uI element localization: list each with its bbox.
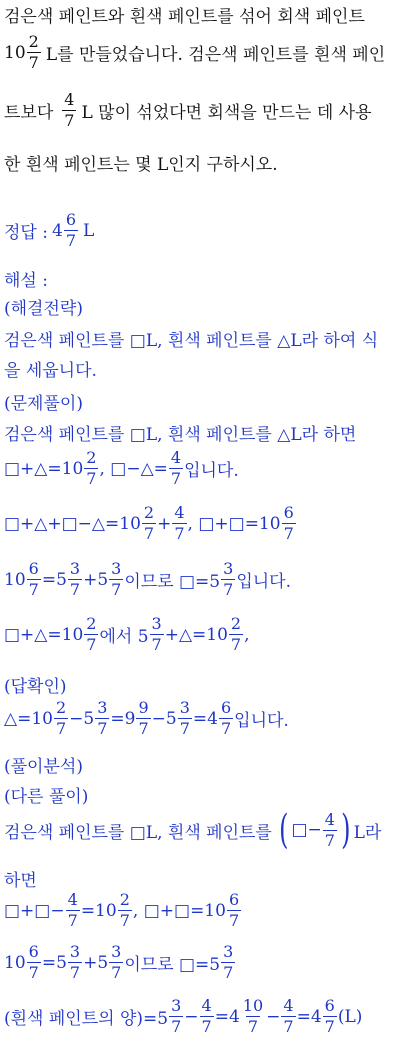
fraction bbox=[136, 700, 150, 737]
denominator: 7 bbox=[171, 1017, 182, 1036]
equation-2 bbox=[4, 505, 297, 542]
equation-4 bbox=[4, 616, 250, 653]
numerator: 6 bbox=[228, 890, 240, 909]
numerator: 3 bbox=[69, 559, 81, 578]
denominator: 7 bbox=[143, 524, 155, 543]
math-text: +△=10 bbox=[164, 624, 228, 645]
math-text: □+△=10 bbox=[4, 624, 84, 645]
denominator: 7 bbox=[170, 469, 182, 488]
numerator: 2 bbox=[230, 614, 242, 633]
solution-line-1 bbox=[4, 420, 356, 445]
fraction bbox=[27, 944, 41, 981]
check-header bbox=[4, 672, 67, 697]
math-text: 입니다. bbox=[234, 711, 289, 731]
math-text: △=10 bbox=[4, 708, 53, 729]
denominator: 7 bbox=[119, 911, 130, 930]
numerator: 4 bbox=[201, 996, 212, 1015]
fraction bbox=[109, 561, 123, 598]
fraction bbox=[84, 616, 98, 653]
math-text: □+□− bbox=[4, 900, 65, 921]
denominator: 7 bbox=[67, 911, 78, 930]
denominator: 7 bbox=[86, 635, 97, 654]
fraction bbox=[142, 505, 156, 542]
math-text: L라 bbox=[353, 822, 382, 843]
math-text: □+△+□−△=10 bbox=[4, 513, 141, 534]
math-text: 검은색 페인트를 □L, 흰색 페인트를 △L라 하면 bbox=[4, 425, 357, 445]
denominator: 7 bbox=[223, 963, 234, 982]
numerator: 3 bbox=[223, 942, 234, 961]
explanation-label bbox=[4, 266, 48, 291]
problem-text: L 많이 섞었다면 회색을 만드는 데 사용 bbox=[81, 103, 372, 123]
equation-7 bbox=[4, 944, 236, 981]
numerator: 3 bbox=[223, 559, 234, 578]
fraction bbox=[172, 505, 186, 542]
math-text: =4 bbox=[296, 1006, 322, 1027]
denominator: 7 bbox=[283, 524, 294, 543]
numerator: 6 bbox=[324, 996, 335, 1015]
denominator: 7 bbox=[230, 635, 242, 654]
math-text: =9 bbox=[110, 708, 136, 729]
denominator: 7 bbox=[138, 719, 149, 738]
numerator: 2 bbox=[86, 448, 97, 467]
alt-line-2 bbox=[4, 866, 37, 891]
numerator: 4 bbox=[324, 809, 335, 829]
denominator: 7 bbox=[64, 111, 75, 130]
denominator: 7 bbox=[69, 963, 81, 982]
problem-text: 검은색 페인트와 흰색 페인트를 섞어 회색 페인트 bbox=[4, 7, 365, 27]
fraction bbox=[200, 998, 214, 1035]
problem-line-2 bbox=[4, 34, 385, 71]
fraction bbox=[221, 944, 235, 981]
equation-3 bbox=[4, 561, 291, 598]
answer-unit: L bbox=[83, 220, 95, 241]
fraction bbox=[169, 450, 183, 487]
denominator: 7 bbox=[111, 580, 122, 599]
fraction bbox=[62, 92, 76, 129]
numerator: 6 bbox=[28, 942, 39, 961]
problem-line-3 bbox=[4, 92, 372, 129]
strategy-line-1 bbox=[4, 326, 378, 351]
denominator: 7 bbox=[55, 719, 67, 738]
numerator: 4 bbox=[67, 890, 78, 909]
problem-line-1 bbox=[4, 2, 365, 27]
math-text: 입니다. bbox=[236, 572, 291, 592]
math-text: , □+□=10 bbox=[187, 513, 281, 534]
fraction bbox=[241, 998, 265, 1035]
numerator: 2 bbox=[143, 503, 155, 522]
solution-header bbox=[4, 389, 83, 414]
problem-text: 트보다 bbox=[4, 103, 54, 123]
answer-fraction bbox=[64, 212, 78, 249]
equation-8 bbox=[4, 998, 362, 1035]
alt-header bbox=[4, 782, 88, 807]
answer-line bbox=[4, 212, 94, 249]
fraction bbox=[323, 998, 337, 1035]
math-text: , □−△= bbox=[99, 458, 168, 479]
whole-number: 10 bbox=[4, 42, 26, 63]
denominator: 7 bbox=[201, 1017, 212, 1036]
fraction bbox=[68, 944, 82, 981]
alt-line-1 bbox=[4, 807, 382, 853]
math-text: +5 bbox=[83, 569, 109, 590]
denominator: 7 bbox=[28, 53, 39, 72]
problem-text: 한 흰색 페인트는 몇 L인지 구하시오. bbox=[4, 155, 278, 175]
fraction bbox=[109, 944, 123, 981]
math-text: +5 bbox=[83, 952, 109, 973]
denominator: 7 bbox=[220, 719, 232, 738]
numerator: 4 bbox=[170, 448, 182, 467]
equation-5 bbox=[4, 700, 289, 737]
math-text: 검은색 페인트를 □L, 흰색 페인트를 △L라 하여 식 bbox=[4, 331, 379, 351]
denominator: 7 bbox=[283, 1017, 294, 1036]
math-text: 에서 5 bbox=[99, 627, 149, 647]
fraction bbox=[169, 998, 183, 1035]
math-text: (풀이분석) bbox=[4, 757, 83, 777]
fraction bbox=[66, 892, 80, 929]
denominator: 7 bbox=[174, 524, 185, 543]
math-text: 하면 bbox=[4, 871, 37, 891]
denominator: 7 bbox=[324, 1017, 335, 1036]
math-text: =4 bbox=[192, 708, 218, 729]
math-text: −5 bbox=[151, 708, 177, 729]
numerator: 3 bbox=[111, 942, 122, 961]
math-text: (다른 풀이) bbox=[4, 787, 89, 807]
numerator: 10 bbox=[242, 996, 264, 1015]
analysis-header bbox=[4, 752, 83, 777]
math-text: 이므로 □=5 bbox=[124, 955, 221, 975]
math-text: (흰색 페인트의 양)=5 bbox=[4, 1009, 169, 1029]
math-text: =10 bbox=[80, 900, 117, 921]
math-text: =5 bbox=[41, 569, 67, 590]
fraction bbox=[68, 561, 82, 598]
fraction bbox=[219, 700, 233, 737]
math-text: 10 bbox=[4, 952, 26, 973]
math-text: 해설 : bbox=[4, 271, 48, 291]
denominator: 7 bbox=[65, 231, 76, 250]
fraction bbox=[54, 700, 68, 737]
equation-1 bbox=[4, 450, 239, 487]
math-text: − bbox=[184, 1006, 199, 1027]
math-text: =4 bbox=[214, 1006, 240, 1027]
strategy-line-2 bbox=[4, 356, 97, 381]
numerator: 2 bbox=[28, 32, 39, 51]
denominator: 7 bbox=[151, 635, 162, 654]
denominator: 7 bbox=[86, 469, 97, 488]
math-text: , □+□=10 bbox=[132, 900, 226, 921]
math-text: (L) bbox=[337, 1006, 363, 1027]
fraction bbox=[118, 892, 132, 929]
math-text: (답확인) bbox=[4, 677, 67, 697]
equation-6 bbox=[4, 892, 242, 929]
math-text: 을 세웁니다. bbox=[4, 361, 97, 381]
denominator: 7 bbox=[247, 1017, 259, 1036]
numerator: 3 bbox=[179, 698, 190, 717]
denominator: 7 bbox=[223, 580, 234, 599]
numerator: 3 bbox=[151, 614, 162, 633]
problem-text: L를 만들었습니다. 검은색 페인트를 흰색 페인 bbox=[45, 45, 386, 65]
denominator: 7 bbox=[28, 963, 39, 982]
answer-whole: 4 bbox=[51, 220, 63, 241]
fraction bbox=[281, 998, 295, 1035]
math-text: (해결전략) bbox=[4, 299, 83, 319]
denominator: 7 bbox=[179, 719, 190, 738]
math-text: − bbox=[266, 1006, 281, 1027]
numerator: 9 bbox=[138, 698, 149, 717]
fraction bbox=[221, 561, 235, 598]
fraction bbox=[84, 450, 98, 487]
math-text: □+△=10 bbox=[4, 458, 84, 479]
math-text: =5 bbox=[41, 952, 67, 973]
numerator: 3 bbox=[97, 698, 108, 717]
math-text: 입니다. bbox=[184, 461, 239, 481]
fraction bbox=[229, 616, 243, 653]
fraction bbox=[95, 700, 109, 737]
fraction bbox=[27, 34, 41, 71]
numerator: 2 bbox=[86, 614, 97, 633]
denominator: 7 bbox=[69, 580, 81, 599]
math-text: + bbox=[157, 513, 172, 534]
fraction bbox=[227, 892, 241, 929]
numerator: 4 bbox=[174, 503, 185, 522]
denominator: 7 bbox=[28, 580, 39, 599]
denominator: 7 bbox=[228, 911, 240, 930]
denominator: 7 bbox=[111, 963, 122, 982]
numerator: 6 bbox=[28, 559, 39, 578]
fraction bbox=[150, 616, 164, 653]
problem-line-4 bbox=[4, 150, 278, 175]
math-text: (문제풀이) bbox=[4, 394, 83, 414]
numerator: 4 bbox=[283, 996, 294, 1015]
numerator: 2 bbox=[55, 698, 67, 717]
numerator: 3 bbox=[171, 996, 182, 1015]
fraction bbox=[27, 561, 41, 598]
math-text: □− bbox=[291, 820, 322, 840]
answer-label: 정답 : bbox=[4, 223, 48, 243]
fraction bbox=[178, 700, 192, 737]
numerator: 4 bbox=[64, 90, 75, 109]
fraction bbox=[282, 505, 296, 542]
numerator: 6 bbox=[283, 503, 294, 522]
math-text: , bbox=[244, 624, 250, 645]
denominator: 7 bbox=[97, 719, 108, 738]
strategy-header bbox=[4, 294, 83, 319]
math-text: −5 bbox=[69, 708, 95, 729]
right-paren: ) bbox=[341, 807, 351, 853]
math-text: 10 bbox=[4, 569, 26, 590]
numerator: 3 bbox=[111, 559, 122, 578]
fraction bbox=[323, 809, 337, 850]
math-text: 검은색 페인트를 □L, 흰색 페인트를 bbox=[4, 822, 272, 843]
numerator: 2 bbox=[119, 890, 130, 909]
numerator: 6 bbox=[65, 210, 76, 229]
left-paren: ( bbox=[278, 807, 289, 853]
numerator: 6 bbox=[220, 698, 232, 717]
math-text: 이므로 □=5 bbox=[124, 572, 221, 592]
numerator: 3 bbox=[69, 942, 81, 961]
denominator: 7 bbox=[324, 830, 335, 850]
